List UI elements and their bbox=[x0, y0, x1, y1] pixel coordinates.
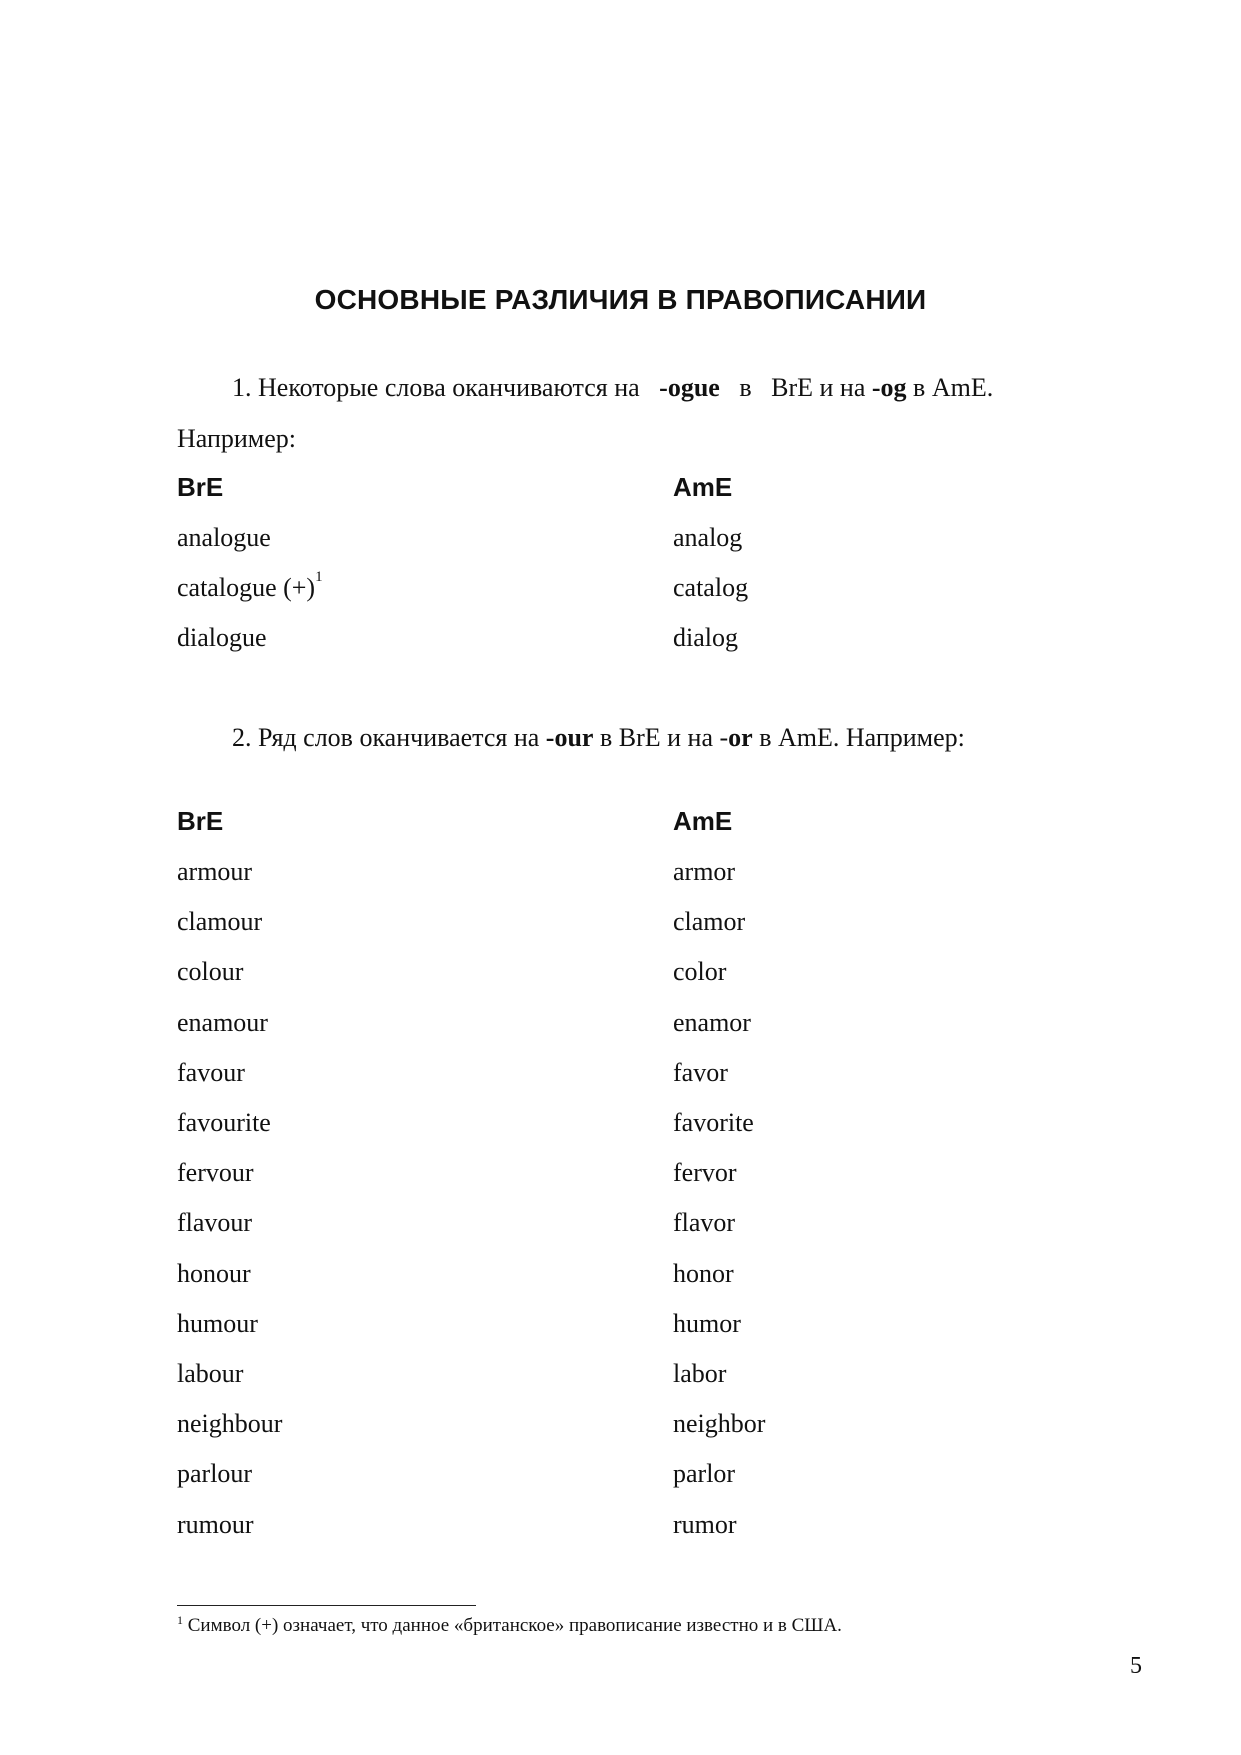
bre-word bbox=[177, 1108, 271, 1138]
ame-word: enamor bbox=[673, 1007, 751, 1037]
ame-word: rumor bbox=[673, 1509, 737, 1539]
bre-word bbox=[177, 569, 323, 603]
bre-word bbox=[177, 1158, 254, 1188]
section2-text-b: в BrE и на - bbox=[599, 723, 729, 752]
bre-word-text: neighbour bbox=[177, 1409, 283, 1439]
bre-word-text: enamour bbox=[177, 1007, 268, 1037]
ame-word: favor bbox=[673, 1057, 728, 1087]
footnote-mark: 1 bbox=[177, 1613, 183, 1627]
ame-word: fervor bbox=[673, 1158, 737, 1188]
section2-number: 2. bbox=[232, 723, 252, 752]
bre-word bbox=[177, 1459, 252, 1489]
bre-word-text: colour bbox=[177, 957, 244, 987]
bre-word-text: clamour bbox=[177, 907, 263, 937]
section2-text-a: Ряд слов оканчивается на bbox=[258, 723, 540, 752]
bre-word bbox=[177, 1309, 258, 1339]
bre-word bbox=[177, 1208, 252, 1238]
section2-header-ame: AmE bbox=[673, 806, 733, 836]
section1-intro bbox=[232, 373, 993, 403]
bre-word bbox=[177, 957, 243, 987]
bre-word-text: catalogue (+) bbox=[177, 573, 316, 602]
bre-word bbox=[177, 1510, 254, 1540]
section2-intro bbox=[232, 723, 965, 753]
bre-word bbox=[177, 1359, 243, 1389]
ame-word: labor bbox=[673, 1359, 727, 1388]
ame-word: favorite bbox=[673, 1108, 754, 1137]
bre-word-text: fervour bbox=[177, 1158, 254, 1188]
bre-word-text: dialogue bbox=[177, 623, 267, 652]
section2-suffix-br: -our bbox=[545, 723, 594, 752]
bre-word-text: favourite bbox=[177, 1108, 271, 1137]
bre-word-text: rumour bbox=[177, 1509, 254, 1539]
footnote bbox=[177, 1615, 842, 1637]
bre-word bbox=[177, 1409, 282, 1439]
bre-word-text: favour bbox=[177, 1057, 245, 1087]
bre-word-text: parlour bbox=[177, 1459, 253, 1489]
bre-word bbox=[177, 1259, 251, 1289]
section2-header-bre: BrE bbox=[177, 806, 224, 836]
ame-word: armor bbox=[673, 857, 736, 886]
section1-text-c: BrE и на bbox=[771, 373, 866, 402]
bre-word bbox=[177, 1058, 245, 1088]
ame-word: humor bbox=[673, 1308, 741, 1338]
section1-text-b: в bbox=[739, 373, 752, 402]
ame-word: analog bbox=[673, 523, 743, 552]
ame-word: honor bbox=[673, 1258, 734, 1288]
ame-word: neighbor bbox=[673, 1409, 766, 1439]
section1-example: Например: bbox=[177, 424, 297, 453]
bre-word-text: honour bbox=[177, 1258, 251, 1288]
ame-word: flavor bbox=[673, 1208, 736, 1238]
ame-word: catalog bbox=[673, 573, 749, 602]
ame-word: dialog bbox=[673, 623, 738, 652]
footnote-ref: 1 bbox=[315, 569, 323, 585]
section1-suffix-br: -ogue bbox=[659, 373, 720, 402]
page-title: ОСНОВНЫЕ РАЗЛИЧИЯ В ПРАВОПИСАНИИ bbox=[314, 284, 927, 315]
page-number: 5 bbox=[1130, 1653, 1142, 1679]
section1-suffix-am: -og bbox=[871, 373, 907, 402]
bre-word bbox=[177, 523, 271, 553]
bre-word-text: labour bbox=[177, 1359, 244, 1388]
bre-word bbox=[177, 857, 252, 887]
section1-header-ame: AmE bbox=[673, 472, 733, 502]
ame-word: color bbox=[673, 957, 727, 987]
bre-word-text: analogue bbox=[177, 523, 271, 552]
ame-word: parlor bbox=[673, 1459, 736, 1489]
bre-word bbox=[177, 623, 267, 653]
ame-word: clamor bbox=[673, 907, 746, 937]
bre-word-text: armour bbox=[177, 857, 253, 886]
section1-text-a: Некоторые слова оканчиваются на bbox=[258, 373, 640, 402]
section1-text-d: в AmE. bbox=[913, 373, 994, 402]
bre-word bbox=[177, 907, 262, 937]
footnote-divider bbox=[177, 1605, 476, 1606]
footnote-text: Символ (+) означает, что данное «британское» правописание известно и в США. bbox=[187, 1615, 842, 1636]
bre-word-text: humour bbox=[177, 1308, 258, 1338]
bre-word bbox=[177, 1008, 268, 1038]
section1-number: 1. bbox=[232, 373, 252, 402]
bre-word-text: flavour bbox=[177, 1208, 253, 1238]
section1-header-bre: BrE bbox=[177, 472, 224, 502]
section2-suffix-am: or bbox=[728, 723, 753, 752]
section2-text-c: в AmE. Например: bbox=[759, 723, 965, 752]
